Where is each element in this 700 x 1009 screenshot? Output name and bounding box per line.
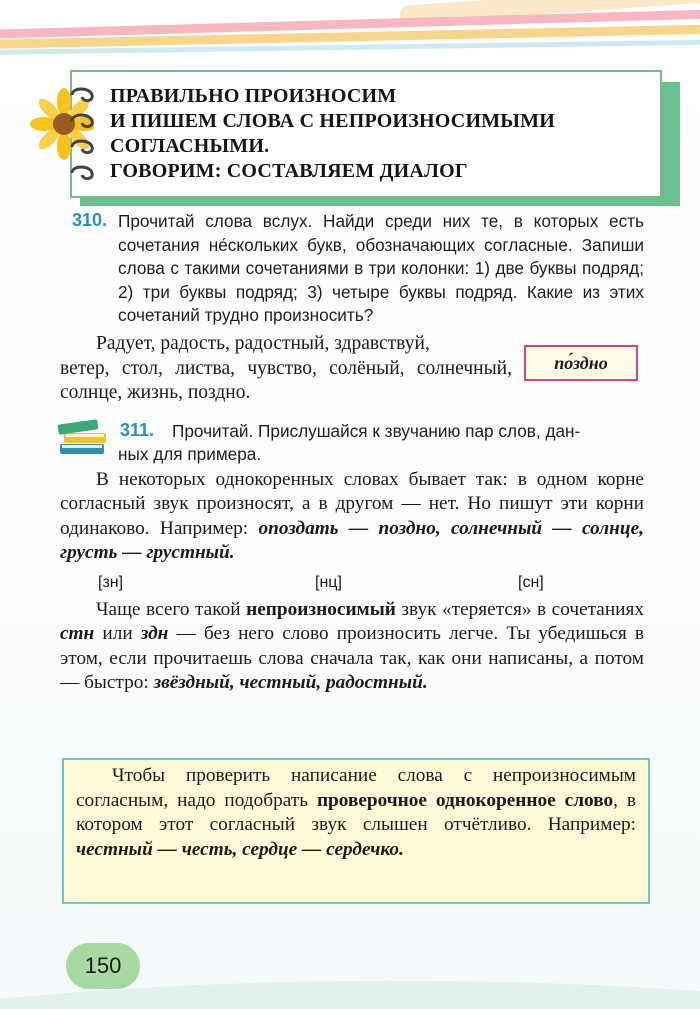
exercise-number: 311. <box>120 420 155 440</box>
lesson-title-block <box>62 70 662 198</box>
bold-term: непроизносимый <box>246 599 396 620</box>
rule-box <box>62 758 650 904</box>
task-first-line: Прочитай. Прислушайся к звучанию пар слов, дан- <box>172 421 581 441</box>
text-fragment: звук «теряется» в сочетаниях <box>401 599 644 620</box>
exercise-311-task <box>172 420 644 444</box>
rule-text: , в котором этот согласный звук слышен отчётливо. Например: <box>76 789 637 836</box>
exercise-311-task-cont <box>118 443 644 467</box>
transcription: [нц] <box>315 574 342 591</box>
task-first-line: Прочитай слова вслух. Найди среди них те, в которых есть <box>118 211 644 231</box>
letter-combo: стн <box>60 623 95 645</box>
spiral-ring-icon <box>68 162 98 184</box>
task-rest: сочетания не́скольких букв, обозначающих согласные. Запиши слова с такими сочетаниями в три колонки: 1) две буквы подряд; 2) три буквы подряд; 3) четыре буквы подряд. Какие из этих сочетаний трудно произносить? <box>118 234 644 325</box>
word-box <box>524 345 638 381</box>
task-second-line: ных для примера. <box>118 444 262 464</box>
word-list-first-line: Радует, радость, радостный, здравствуй, <box>96 333 430 354</box>
title-line: СОГЛАСНЫМИ. <box>110 135 270 157</box>
spiral-ring-icon <box>68 110 98 132</box>
bold-term: проверочное однокоренное слово <box>316 789 614 811</box>
bottom-wave-decor <box>0 969 700 1009</box>
text-fragment: Чаще всего такой <box>96 599 241 620</box>
title-line: ГОВОРИМ: СОСТАВЛЯЕМ ДИАЛОГ <box>110 160 468 182</box>
explanation-paragraph <box>60 468 644 566</box>
word-list-rest: ветер, стол, листва, чувство, солёный, солнечный, солнце, жизнь, поздно. <box>60 357 512 404</box>
transcription: [сн] <box>518 574 544 591</box>
exercise-310-task <box>118 210 644 328</box>
letter-combo: здн <box>140 623 169 645</box>
text-fragment: — без него слово произносить легче. Ты убедишься в этом, если прочитаешь слова сначала так, как они написаны, а потом — быстро: <box>60 623 644 694</box>
explanation-text: В некоторых однокоренных словах бывает так: в одном корне согласный звук произносят, а в другом — нет. Но пишут эти корни одинаково. Например: <box>60 469 644 539</box>
rule-example: честный — честь, сердце — сердечко. <box>76 838 404 860</box>
example-pairs: опоздать — поздно, солнечный — солнце, грусть — грустный. <box>60 517 644 564</box>
spiral-ring-icon <box>68 84 98 106</box>
page-number: 150 <box>84 953 122 978</box>
lesson-title <box>110 84 652 184</box>
example-words: звёздный, честный, радостный. <box>153 672 428 694</box>
explanation-paragraph-2 <box>60 598 644 696</box>
word-box-text: по́здно <box>554 353 608 373</box>
word-list <box>60 332 512 406</box>
transcription: [зн] <box>98 574 124 591</box>
exercise-number: 310. <box>72 210 108 230</box>
text-fragment: или <box>102 623 133 645</box>
books-icon <box>56 418 110 458</box>
title-line: И ПИШЕМ СЛОВА С НЕПРОИЗНОСИМЫМИ <box>110 110 555 132</box>
title-line: ПРАВИЛЬНО ПРОИЗНОСИМ <box>110 85 397 107</box>
spiral-ring-icon <box>68 136 98 158</box>
rule-text: Чтобы проверить написание слова с непроизносимым согласным, надо подобрать <box>76 765 636 811</box>
